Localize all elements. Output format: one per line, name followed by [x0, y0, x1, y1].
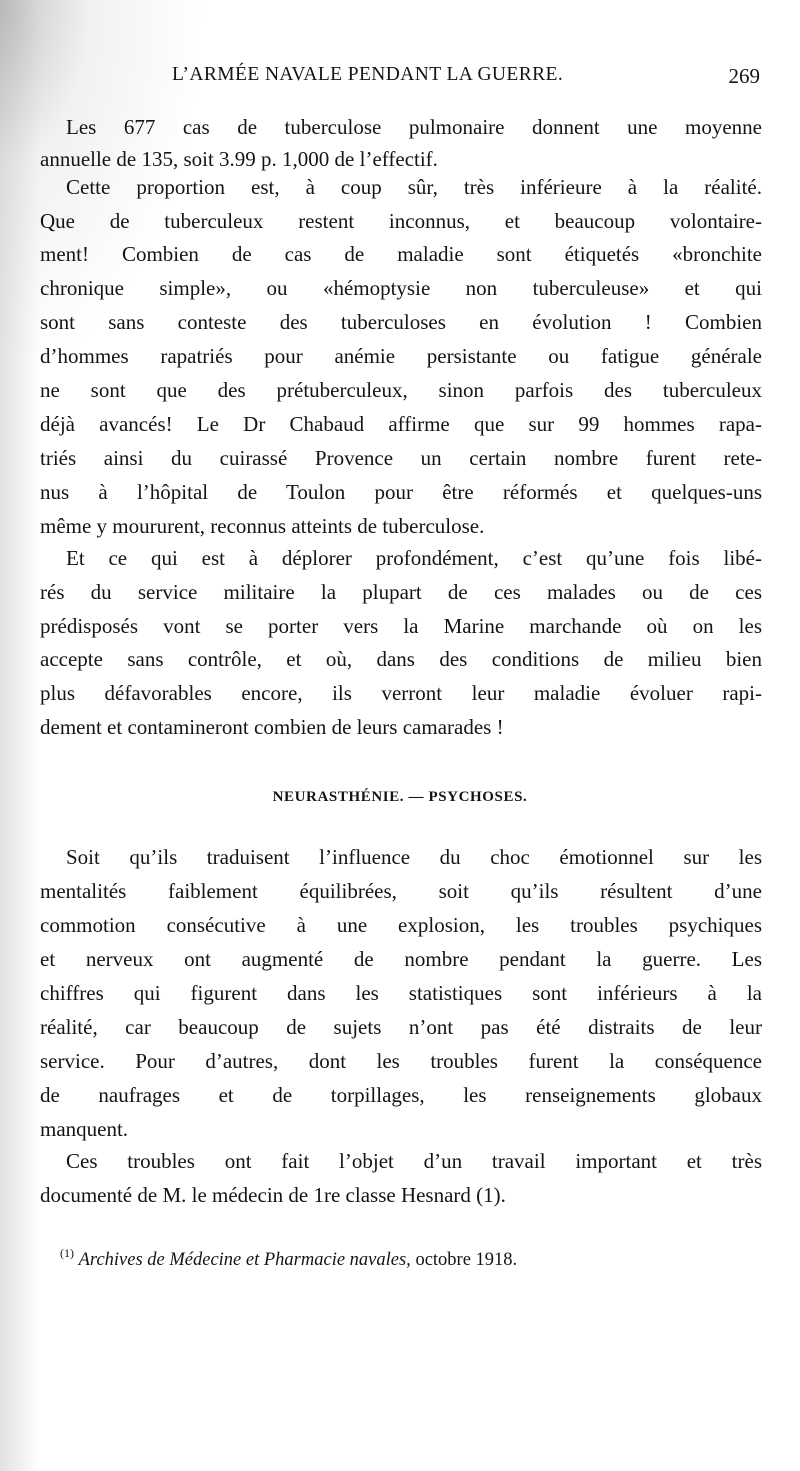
- text-line: rés du service militaire la plupart de ces malades ou de ces: [40, 580, 762, 604]
- section-heading: NEURASTHÉNIE. — PSYCHOSES.: [272, 789, 528, 805]
- text-line: déjà avancés! Le Dr Chabaud affirme que sur 99 hommes rapa-: [40, 412, 762, 436]
- footnote-date: octobre 1918.: [410, 1250, 518, 1270]
- footnote: [60, 1246, 517, 1271]
- text-line: triés ainsi du cuirassé Provence un certain nombre furent rete-: [40, 446, 762, 470]
- running-head: [60, 64, 760, 94]
- text-line: chiffres qui figurent dans les statistiques sont inférieurs à la: [40, 981, 762, 1005]
- text-line: Ces troubles ont fait l’objet d’un travail important et très: [66, 1149, 762, 1173]
- text-line: Et ce qui est à déplorer profondément, c’est qu’une fois libé-: [66, 546, 762, 570]
- text-line: prédisposés vont se porter vers la Marine marchande où on les: [40, 614, 762, 638]
- text-line: mentalités faiblement équilibrées, soit qu’ils résultent d’une: [40, 879, 762, 903]
- text-line: ment! Combien de cas de maladie sont étiquetés «bronchite: [40, 242, 762, 266]
- text-line: ne sont que des prétuberculeux, sinon parfois des tuberculeux: [40, 378, 762, 402]
- text-line: sont sans conteste des tuberculoses en évolution ! Combien: [40, 310, 762, 334]
- text-line: Les 677 cas de tuberculose pulmonaire donnent une moyenne: [66, 115, 762, 139]
- text-line: accepte sans contrôle, et où, dans des conditions de milieu bien: [40, 647, 762, 671]
- text-line: documenté de M. le médecin de 1re classe Hesnard (1).: [40, 1183, 506, 1207]
- page-number: 269: [728, 64, 760, 88]
- footnote-journal-title: Archives de Médecine et Pharmacie navales,: [78, 1250, 411, 1270]
- text-line: Cette proportion est, à coup sûr, très inférieure à la réalité.: [66, 175, 762, 199]
- footnote-marker: (1): [60, 1246, 74, 1260]
- text-line: et nerveux ont augmenté de nombre pendant la guerre. Les: [40, 947, 762, 971]
- text-line: plus défavorables encore, ils verront leur maladie évoluer rapi-: [40, 681, 762, 705]
- text-line: de naufrages et de torpillages, les renseignements globaux: [40, 1083, 762, 1107]
- text-line: manquent.: [40, 1117, 129, 1141]
- running-title: L’ARMÉE NAVALE PENDANT LA GUERRE.: [172, 64, 564, 85]
- text-line: Que de tuberculeux restent inconnus, et beaucoup volontaire-: [40, 209, 762, 233]
- text-line: commotion consécutive à une explosion, les troubles psychiques: [40, 913, 762, 937]
- text-line: d’hommes rapatriés pour anémie persistante ou fatigue générale: [40, 344, 762, 368]
- text-line: annuelle de 135, soit 3.99 p. 1,000 de l’effectif.: [40, 147, 438, 171]
- text-line: nus à l’hôpital de Toulon pour être réformés et quelques-uns: [40, 480, 762, 504]
- text-line: même y moururent, reconnus atteints de tuberculose.: [40, 514, 485, 538]
- text-line: Soit qu’ils traduisent l’influence du choc émotionnel sur les: [66, 845, 762, 869]
- text-line: réalité, car beaucoup de sujets n’ont pas été distraits de leur: [40, 1015, 762, 1039]
- text-line: chronique simple», ou «hémoptysie non tuberculeuse» et qui: [40, 276, 762, 300]
- text-line: dement et contamineront combien de leurs camarades !: [40, 715, 504, 739]
- text-line: service. Pour d’autres, dont les troubles furent la conséquence: [40, 1049, 762, 1073]
